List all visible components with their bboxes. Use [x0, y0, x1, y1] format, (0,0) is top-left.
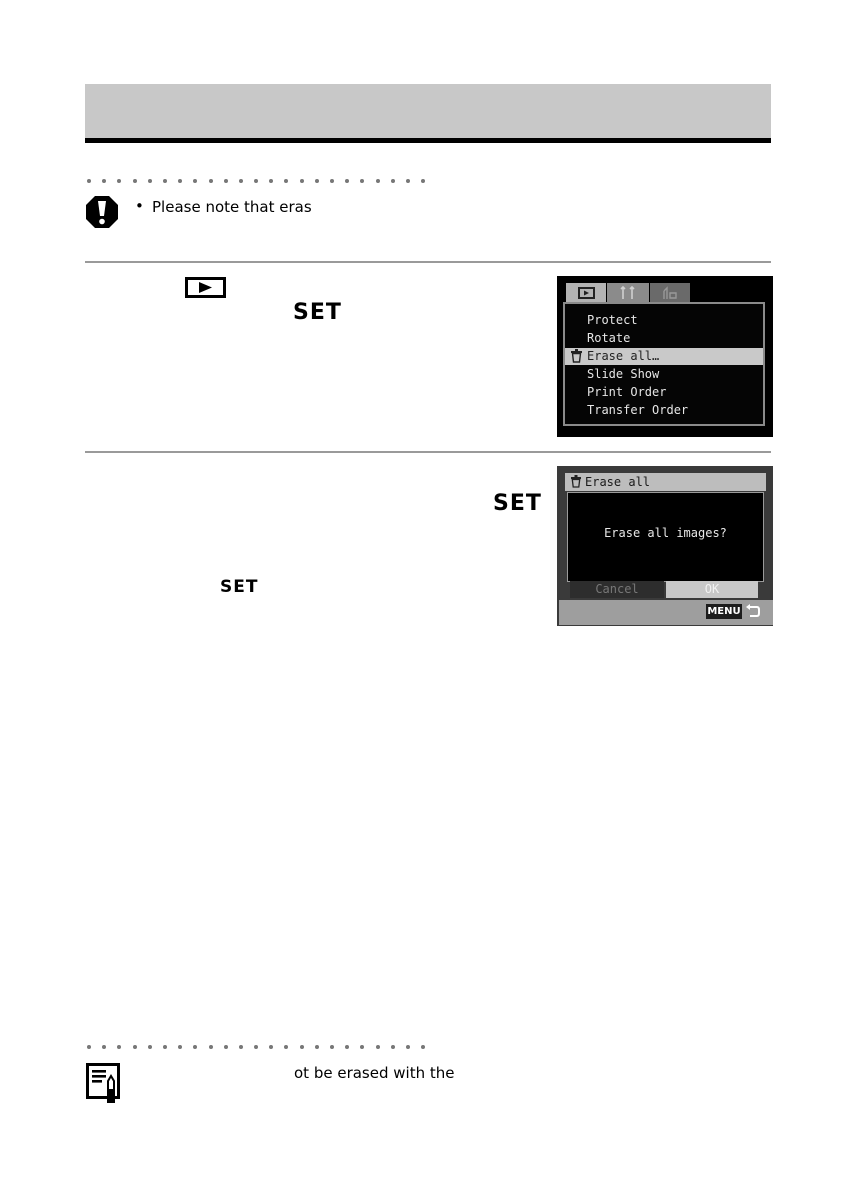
- set-button-glyph-3: SET: [220, 577, 259, 597]
- caution-bullet: •: [135, 197, 144, 215]
- tab-playback: [566, 283, 606, 303]
- menu-item-erase-all[interactable]: Erase all…: [565, 348, 763, 365]
- cancel-button[interactable]: Cancel: [570, 581, 664, 598]
- erase-dialog-body: [567, 492, 764, 582]
- trash-icon: [570, 349, 583, 368]
- note-dot-divider: [87, 1045, 436, 1049]
- playback-tab-icon: [566, 283, 606, 303]
- step-divider-2: [85, 451, 771, 453]
- set-button-glyph-2: SET: [493, 491, 542, 516]
- menu-list: [563, 302, 765, 426]
- erase-dialog-message: Erase all images?: [604, 526, 727, 540]
- menu-item-rotate[interactable]: Rotate: [587, 331, 631, 345]
- tab-setup: [607, 283, 649, 303]
- caution-dot-divider: [87, 179, 436, 183]
- tab-my-camera: [650, 283, 690, 303]
- menu-item-protect[interactable]: Protect: [587, 313, 638, 327]
- caution-text: Please note that eras: [152, 198, 312, 216]
- playback-icon: [185, 277, 226, 298]
- set-button-glyph-1: SET: [293, 300, 342, 325]
- ok-button[interactable]: OK: [666, 581, 758, 598]
- setup-tab-icon: [607, 283, 649, 303]
- erase-dialog-title: Erase all: [585, 475, 651, 489]
- section-header-rule: [85, 138, 771, 143]
- note-text: ot be erased with the: [294, 1064, 455, 1082]
- menu-item-print-order[interactable]: Print Order: [587, 385, 667, 399]
- section-header-band: [85, 84, 771, 138]
- menu-button[interactable]: MENU: [707, 606, 741, 617]
- caution-exclamation-icon: [85, 195, 119, 229]
- step-divider-1: [85, 261, 771, 263]
- return-arrow-icon: [745, 603, 761, 620]
- trash-icon: [570, 475, 582, 491]
- menu-tab-bar: [566, 283, 690, 303]
- mycamera-tab-icon: [650, 283, 690, 303]
- memo-note-icon: [86, 1063, 120, 1105]
- menu-item-transfer-order[interactable]: Transfer Order: [587, 403, 689, 417]
- erase-dialog-title-bar: [565, 473, 766, 491]
- menu-item-slide-show[interactable]: Slide Show: [587, 367, 660, 381]
